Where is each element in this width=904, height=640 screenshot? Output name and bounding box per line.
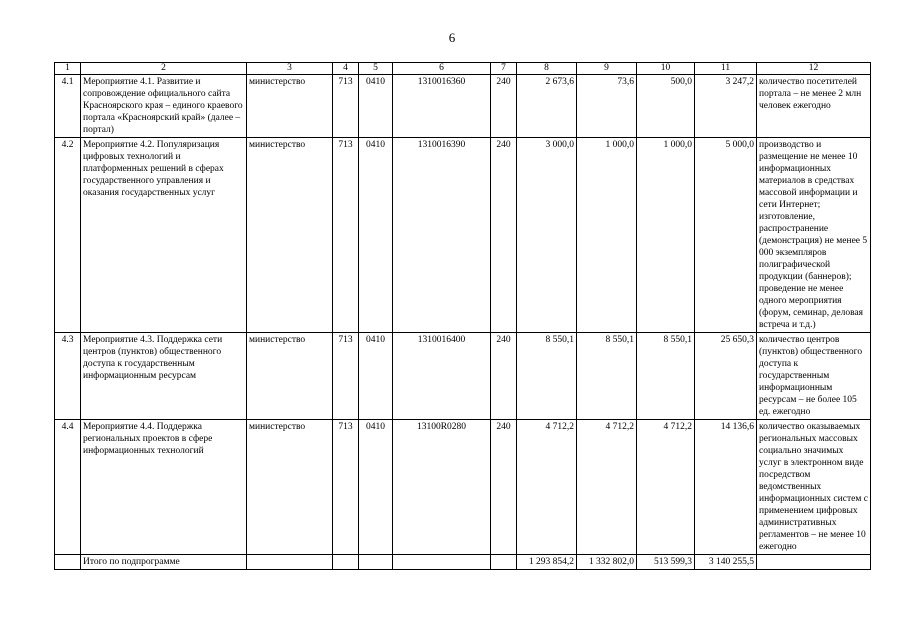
total-empty-cell xyxy=(393,555,491,570)
header-cell-1: 1 xyxy=(55,63,81,75)
row-number: 4.1 xyxy=(55,75,81,138)
total-empty-cell xyxy=(333,555,359,570)
grbs-code: 713 xyxy=(333,420,359,555)
target-article-code: 13100R0280 xyxy=(393,420,491,555)
section-code: 0410 xyxy=(359,75,393,138)
amount-total: 3 247,2 xyxy=(695,75,757,138)
activity-name: Мероприятие 4.3. Поддержка сети центров (пунктов) общественного доступа к государственным информационным ресурсам xyxy=(81,333,247,420)
activity-name: Мероприятие 4.1. Развитие и сопровождение официального сайта Красноярского края – единого краевого портала «Красноярский край» (далее – портал) xyxy=(81,75,247,138)
amount-year-1: 3 000,0 xyxy=(517,138,577,333)
executor: министерство xyxy=(247,333,333,420)
total-row xyxy=(55,555,871,570)
expected-result: количество центров (пунктов) общественного доступа к государственным информационным ресурсам – не более 105 ед. ежегодно xyxy=(757,333,871,420)
activity-name: Мероприятие 4.4. Поддержка региональных проектов в сфере информационных технологий xyxy=(81,420,247,555)
amount-year-1: 8 550,1 xyxy=(517,333,577,420)
table-row xyxy=(55,333,871,420)
table-row xyxy=(55,75,871,138)
expected-result: количество оказываемых региональных массовых социально значимых услуг в электронном виде посредством ведомственных информационных систем с применением цифровых административных регламентов – не менее 10 ежегодно xyxy=(757,420,871,555)
header-cell-8: 8 xyxy=(517,63,577,75)
header-cell-5: 5 xyxy=(359,63,393,75)
amount-year-1: 4 712,2 xyxy=(517,420,577,555)
amount-year-2: 1 000,0 xyxy=(577,138,637,333)
amount-year-2: 8 550,1 xyxy=(577,333,637,420)
table-row xyxy=(55,138,871,333)
total-empty-cell xyxy=(491,555,517,570)
header-cell-9: 9 xyxy=(577,63,637,75)
executor: министерство xyxy=(247,75,333,138)
budget-table xyxy=(54,62,871,570)
target-article-code: 1310016360 xyxy=(393,75,491,138)
expected-result: количество посетителей портала – не менее 2 млн человек ежегодно xyxy=(757,75,871,138)
amount-year-2: 73,6 xyxy=(577,75,637,138)
amount-year-2: 4 712,2 xyxy=(577,420,637,555)
expected-result: производство и размещение не менее 10 информационных материалов в средствах массовой информации и сети Интернет; изготовление, распространение (демонстрация) не менее 5 000 экземпляров полиграфической продукции (баннеров); проведение не менее одного мероприятия (форум, семинар, деловая встреча и т.д.) xyxy=(757,138,871,333)
expense-type-code: 240 xyxy=(491,75,517,138)
header-cell-2: 2 xyxy=(81,63,247,75)
total-empty-cell xyxy=(247,555,333,570)
grbs-code: 713 xyxy=(333,75,359,138)
section-code: 0410 xyxy=(359,138,393,333)
header-cell-10: 10 xyxy=(637,63,695,75)
total-empty-cell xyxy=(359,555,393,570)
amount-year-3: 500,0 xyxy=(637,75,695,138)
header-cell-3: 3 xyxy=(247,63,333,75)
target-article-code: 1310016390 xyxy=(393,138,491,333)
row-number: 4.2 xyxy=(55,138,81,333)
header-row xyxy=(55,63,871,75)
amount-total: 25 650,3 xyxy=(695,333,757,420)
amount-year-3: 1 000,0 xyxy=(637,138,695,333)
amount-year-3: 8 550,1 xyxy=(637,333,695,420)
expense-type-code: 240 xyxy=(491,333,517,420)
amount-year-1: 2 673,6 xyxy=(517,75,577,138)
activity-name: Мероприятие 4.2. Популяризация цифровых технологий и платформенных решений в сферах государственного управления и оказания государственных услуг xyxy=(81,138,247,333)
row-number: 4.4 xyxy=(55,420,81,555)
header-cell-12: 12 xyxy=(757,63,871,75)
expense-type-code: 240 xyxy=(491,420,517,555)
grbs-code: 713 xyxy=(333,333,359,420)
page-number: 6 xyxy=(448,30,456,45)
target-article-code: 1310016400 xyxy=(393,333,491,420)
amount-year-3: 4 712,2 xyxy=(637,420,695,555)
header-cell-11: 11 xyxy=(695,63,757,75)
grbs-code: 713 xyxy=(333,138,359,333)
total-empty-cell xyxy=(55,555,81,570)
header-cell-4: 4 xyxy=(333,63,359,75)
row-number: 4.3 xyxy=(55,333,81,420)
total-empty-cell xyxy=(757,555,871,570)
header-cell-7: 7 xyxy=(491,63,517,75)
total-year-1: 1 293 854,2 xyxy=(517,555,577,570)
table-row xyxy=(55,420,871,555)
total-label: Итого по подпрограмме xyxy=(81,555,247,570)
expense-type-code: 240 xyxy=(491,138,517,333)
total-year-2: 1 332 802,0 xyxy=(577,555,637,570)
section-code: 0410 xyxy=(359,420,393,555)
executor: министерство xyxy=(247,420,333,555)
section-code: 0410 xyxy=(359,333,393,420)
header-cell-6: 6 xyxy=(393,63,491,75)
amount-total: 5 000,0 xyxy=(695,138,757,333)
total-sum: 3 140 255,5 xyxy=(695,555,757,570)
amount-total: 14 136,6 xyxy=(695,420,757,555)
executor: министерство xyxy=(247,138,333,333)
total-year-3: 513 599,3 xyxy=(637,555,695,570)
